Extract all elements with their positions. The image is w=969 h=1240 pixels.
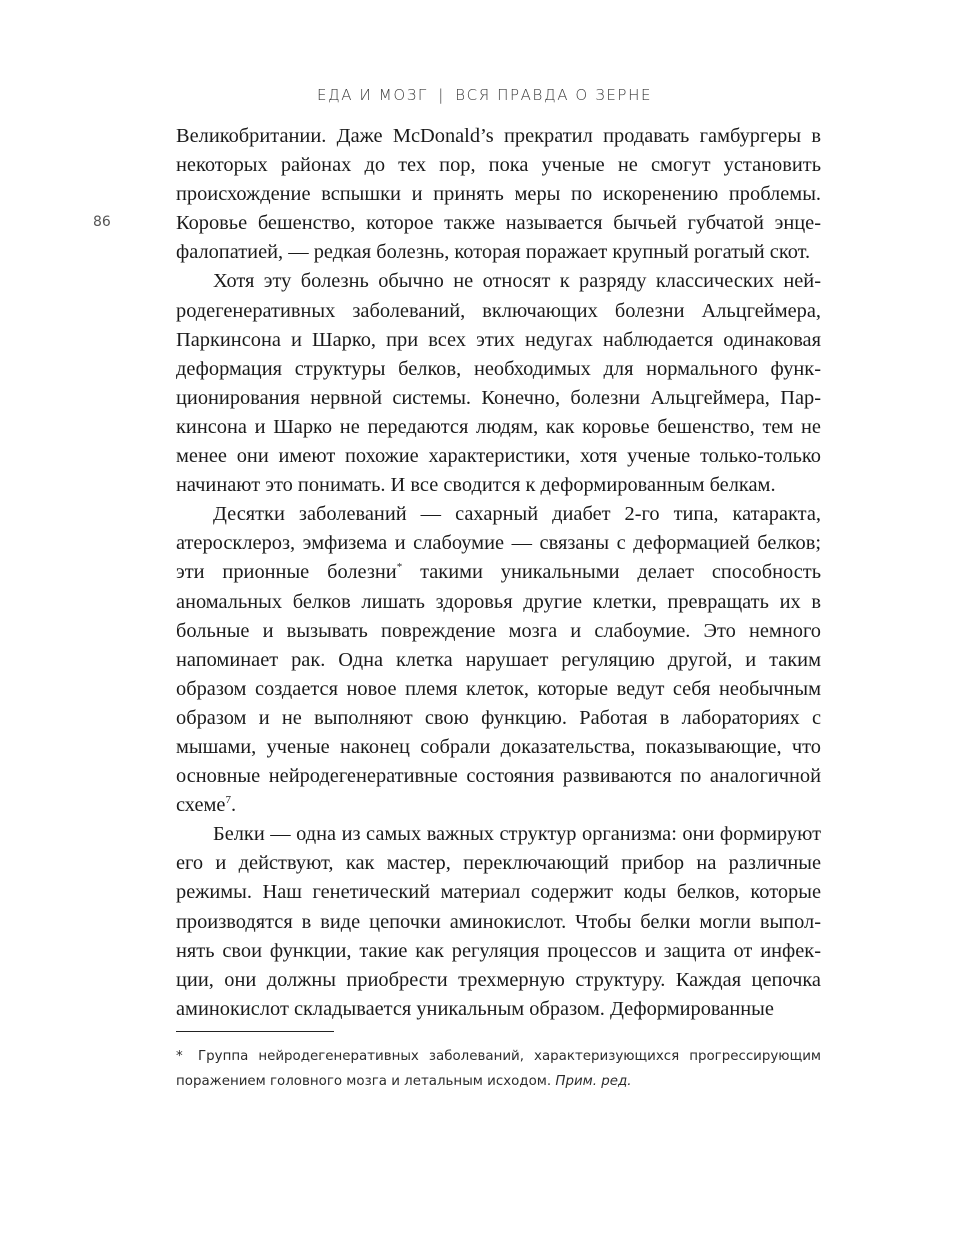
paragraph-3-part-2: такими уникальными делает способность аномальных белков лишать здоровья другие клетки, превращать их в больные и вызывать повреждение мозга и слабоумие. Это немного напоминает рак. Одна клетка нарушает регуляцию другой, и таким образом создается новое племя клеток, которые ведут себя необычным образом и не выполняют свою функцию. Работая в лабораториях с мышами, ученые наконец собрали доказательства, показывающие, что основные нейродегенеративные состояния развиваются по аналогичной схеме [176, 561, 822, 817]
body-text [176, 122, 821, 1024]
footnote-mark: * [176, 1049, 183, 1064]
chapter-title: ВСЯ ПРАВДА О ЗЕРНЕ [455, 86, 653, 104]
header-separator: | [438, 86, 445, 104]
book-title: ЕДА И МОЗГ [316, 86, 428, 104]
editor-note: Прим. ред. [555, 1074, 632, 1089]
footnote [176, 1044, 821, 1094]
running-head [0, 86, 969, 104]
paragraph-3-part-3: . [230, 794, 237, 817]
footnote-marker[interactable]: * [396, 561, 403, 574]
paragraph-1: Великобритании. Даже McDonald’s прекратил продавать гамбургеры в некоторых районах до тех пор, пока ученые не смогут установить происхождение вспышки и принять меры по искоренению проблемы. Коровье бешенство, которое также называется бычьей губчатой энцефалопатией, — редкая болезнь, которая поражает крупный рогатый скот. [176, 125, 821, 264]
page-number: 86 [93, 214, 111, 230]
footnote-text: Группа нейродегенеративных заболеваний, характеризующихся прогрессирующим поражением головного мозга и летальным исходом. [176, 1049, 821, 1089]
paragraph-4: Белки — одна из самых важных структур организма: они формируют его и действуют, как мастер, переключающий прибор на различные режимы. Наш генетический материал содержит коды белков, которые производятся в виде цепочки аминокислот. Чтобы белки могли выполнять свои функции, такие как регуляция процессов и защита от инфекции, они должны приобрести трехмерную структуру. Каждая цепочка аминокислот складывается уникальным образом. Деформированные [176, 823, 821, 1020]
footnote-divider [176, 1031, 334, 1032]
endnote-reference[interactable]: 7 [225, 794, 231, 807]
paragraph-2: Хотя эту болезнь обычно не относят к разряду классических нейродегенеративных заболеваний, включающих болезни Альцгеймера, Паркинсона и Шарко, при всех этих недугах наблюдается одинаковая деформация структуры белков, необходимых для нормального функционирования нервной системы. Конечно, болезни Альцгеймера, Паркинсона и Шарко не передаются людям, как коровье бешенство, тем не менее они имеют похожие характеристики, хотя ученые только-только начинают это понимать. И все сводится к деформированным белкам. [176, 270, 821, 497]
paragraph-3-part-1: Десятки заболеваний — сахарный диабет 2-го типа, катаракта, атеросклероз, эмфизема и слабоумие — связаны с деформацией белков; эти прионные болезни [176, 503, 821, 584]
paragraph-3 [176, 500, 821, 820]
